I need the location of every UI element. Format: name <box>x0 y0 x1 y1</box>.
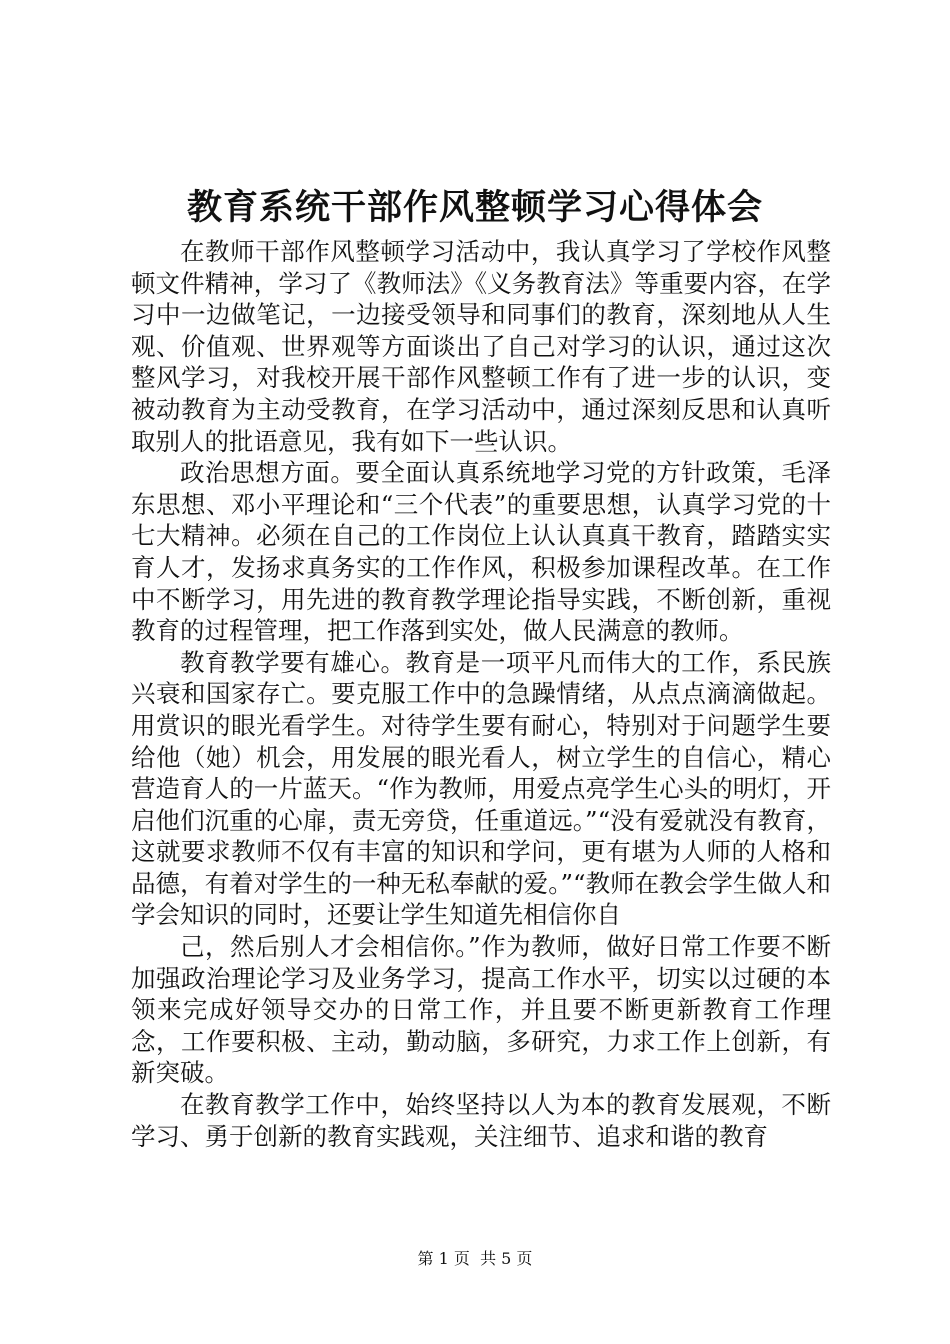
paragraph-teaching-ambition: 教育教学要有雄心。教育是一项平凡而伟大的工作，系民族兴衰和国家存亡。要克服工作中的急躁情绪，从点点滴滴做起。用赏识的眼光看学生。对待学生要有耐心，特别对于问题学生要给他（她）机会，用发展的眼光看人，树立学生的自信心，精心营造育人的一片蓝天。“作为教师，用爱点亮学生心头的明灯，开启他们沉重的心扉，责无旁贷，任重道远。”“没有爱就没有教育，这就要求教师不仅有丰富的知识和学问，更有堪为人师的人格和品德，有着对学生的一种无私奉献的爱。”“教师在教会学生做人和学会知识的同时，还要让学生知道先相信你自 <box>131 647 831 930</box>
page-number: 第 1 页 共 5 页 <box>417 1249 533 1268</box>
paragraph-daily-work: 己，然后别人才会相信你。”作为教师，做好日常工作要不断加强政治理论学习及业务学习，提高工作水平，切实以过硬的本领来完成好领导交办的日常工作，并且要不断更新教育工作理念，工作要积极、主动，勤动脑，多研究，力求工作上创新，有新突破。 <box>131 932 831 1088</box>
paragraph-teaching-practice: 在教育教学工作中，始终坚持以人为本的教育发展观，不断学习、勇于创新的教育实践观，关注细节、追求和谐的教育 <box>131 1090 831 1151</box>
paragraph-political-thought: 政治思想方面。要全面认真系统地学习党的方针政策，毛泽东思想、邓小平理论和“三个代表”的重要思想，认真学习党的十七大精神。必须在自己的工作岗位上认认真真干教育，踏踏实实育人才，发扬求真务实的工作作风，积极参加课程改革。在工作中不断学习，用先进的教育教学理论指导实践，不断创新，重视教育的过程管理，把工作落到实处，做人民满意的教师。 <box>131 458 831 646</box>
paragraph-intro: 在教师干部作风整顿学习活动中，我认真学习了学校作风整顿文件精神，学习了《教师法》《义务教育法》等重要内容，在学习中一边做笔记，一边接受领导和同事们的教育，深刻地从人生观、价值观、世界观等方面谈出了自己对学习的认识，通过这次整风学习，对我校开展干部作风整顿工作有了进一步的认识，变被动教育为主动受教育，在学习活动中，通过深刻反思和认真听取别人的批语意见，我有如下一些认识。 <box>131 237 831 456</box>
document-title: 教育系统干部作风整顿学习心得体会 <box>186 187 763 228</box>
document-body <box>131 236 831 1152</box>
page-footer <box>0 1246 950 1269</box>
